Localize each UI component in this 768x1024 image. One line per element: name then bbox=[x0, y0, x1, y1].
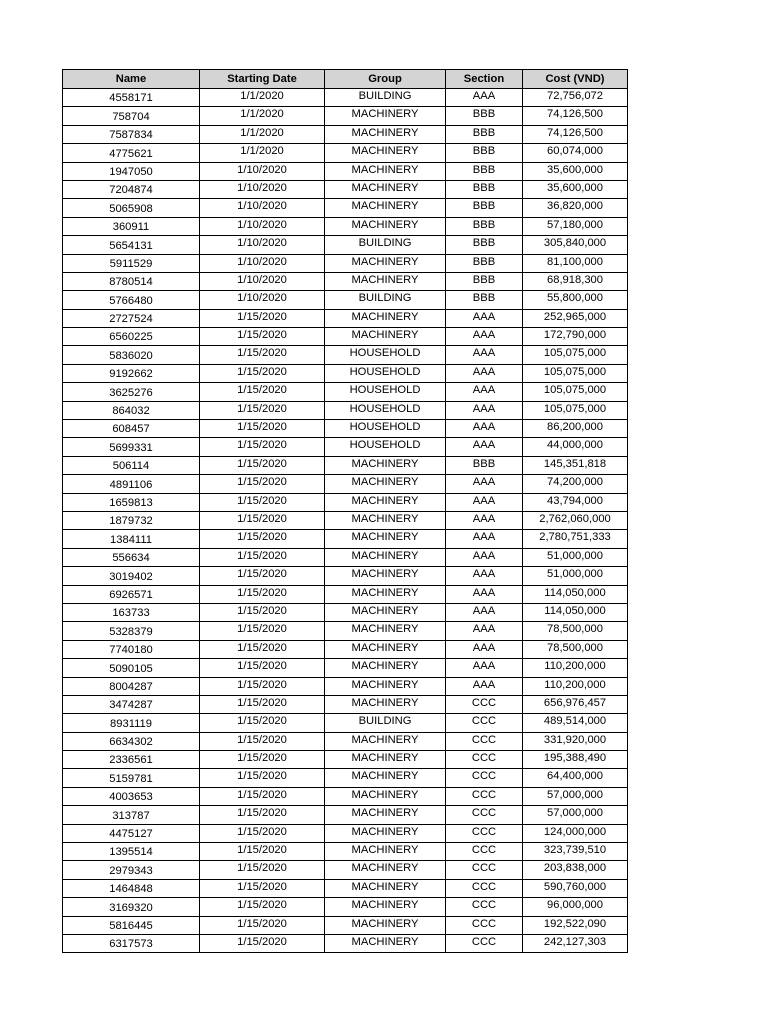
group-cell: BUILDING bbox=[325, 236, 446, 254]
group-cell: MACHINERY bbox=[325, 879, 446, 897]
section-cell: AAA bbox=[446, 309, 523, 327]
group-cell: HOUSEHOLD bbox=[325, 383, 446, 401]
cost-cell: 35,600,000 bbox=[523, 162, 628, 180]
name-cell: 7204874 bbox=[63, 180, 200, 198]
section-cell: BBB bbox=[446, 125, 523, 143]
cost-cell: 105,075,000 bbox=[523, 401, 628, 419]
section-cell: AAA bbox=[446, 530, 523, 548]
starting-date-cell: 1/15/2020 bbox=[200, 364, 325, 382]
name-cell: 4891106 bbox=[63, 475, 200, 493]
starting-date-cell: 1/10/2020 bbox=[200, 254, 325, 272]
cost-cell: 86,200,000 bbox=[523, 420, 628, 438]
cost-cell: 110,200,000 bbox=[523, 659, 628, 677]
section-cell: AAA bbox=[446, 346, 523, 364]
cost-cell: 57,000,000 bbox=[523, 806, 628, 824]
group-cell: MACHINERY bbox=[325, 898, 446, 916]
starting-date-cell: 1/1/2020 bbox=[200, 89, 325, 107]
section-cell: AAA bbox=[446, 328, 523, 346]
name-cell: 4003653 bbox=[63, 787, 200, 805]
table-row bbox=[63, 806, 628, 824]
cost-cell: 81,100,000 bbox=[523, 254, 628, 272]
table-row bbox=[63, 585, 628, 603]
table-row bbox=[63, 107, 628, 125]
name-cell: 5090105 bbox=[63, 659, 200, 677]
table-row bbox=[63, 567, 628, 585]
table-row bbox=[63, 751, 628, 769]
cost-cell: 74,126,500 bbox=[523, 107, 628, 125]
name-cell: 864032 bbox=[63, 401, 200, 419]
group-cell: MACHINERY bbox=[325, 328, 446, 346]
group-cell: MACHINERY bbox=[325, 180, 446, 198]
table-row bbox=[63, 843, 628, 861]
cost-cell: 35,600,000 bbox=[523, 180, 628, 198]
name-cell: 313787 bbox=[63, 806, 200, 824]
table-row bbox=[63, 346, 628, 364]
section-cell: AAA bbox=[446, 511, 523, 529]
name-cell: 4558171 bbox=[63, 89, 200, 107]
group-cell: MACHINERY bbox=[325, 695, 446, 713]
starting-date-cell: 1/10/2020 bbox=[200, 291, 325, 309]
starting-date-cell: 1/15/2020 bbox=[200, 511, 325, 529]
section-cell: AAA bbox=[446, 585, 523, 603]
starting-date-cell: 1/15/2020 bbox=[200, 383, 325, 401]
name-cell: 3169320 bbox=[63, 898, 200, 916]
table-row bbox=[63, 475, 628, 493]
cost-cell: 57,180,000 bbox=[523, 217, 628, 235]
group-cell: HOUSEHOLD bbox=[325, 364, 446, 382]
table-row bbox=[63, 934, 628, 952]
table-row bbox=[63, 401, 628, 419]
table-row bbox=[63, 328, 628, 346]
name-cell: 360911 bbox=[63, 217, 200, 235]
starting-date-cell: 1/15/2020 bbox=[200, 603, 325, 621]
section-cell: CCC bbox=[446, 861, 523, 879]
starting-date-cell: 1/15/2020 bbox=[200, 934, 325, 952]
name-cell: 556634 bbox=[63, 548, 200, 566]
group-cell: MACHINERY bbox=[325, 603, 446, 621]
name-cell: 5836020 bbox=[63, 346, 200, 364]
name-cell: 8931119 bbox=[63, 714, 200, 732]
table-row bbox=[63, 548, 628, 566]
cost-cell: 74,200,000 bbox=[523, 475, 628, 493]
table-row bbox=[63, 622, 628, 640]
section-cell: BBB bbox=[446, 180, 523, 198]
section-cell: BBB bbox=[446, 144, 523, 162]
section-cell: CCC bbox=[446, 806, 523, 824]
column-header-cost: Cost (VND) bbox=[523, 70, 628, 89]
table-row bbox=[63, 217, 628, 235]
section-cell: AAA bbox=[446, 438, 523, 456]
group-cell: MACHINERY bbox=[325, 916, 446, 934]
group-cell: MACHINERY bbox=[325, 530, 446, 548]
starting-date-cell: 1/15/2020 bbox=[200, 898, 325, 916]
cost-cell: 252,965,000 bbox=[523, 309, 628, 327]
starting-date-cell: 1/1/2020 bbox=[200, 125, 325, 143]
starting-date-cell: 1/15/2020 bbox=[200, 843, 325, 861]
table-body bbox=[63, 89, 628, 953]
starting-date-cell: 1/1/2020 bbox=[200, 107, 325, 125]
group-cell: MACHINERY bbox=[325, 125, 446, 143]
name-cell: 2979343 bbox=[63, 861, 200, 879]
cost-cell: 2,762,060,000 bbox=[523, 511, 628, 529]
name-cell: 5654131 bbox=[63, 236, 200, 254]
cost-cell: 105,075,000 bbox=[523, 346, 628, 364]
group-cell: HOUSEHOLD bbox=[325, 438, 446, 456]
table-row bbox=[63, 530, 628, 548]
starting-date-cell: 1/15/2020 bbox=[200, 861, 325, 879]
name-cell: 1395514 bbox=[63, 843, 200, 861]
cost-cell: 323,739,510 bbox=[523, 843, 628, 861]
name-cell: 608457 bbox=[63, 420, 200, 438]
starting-date-cell: 1/10/2020 bbox=[200, 217, 325, 235]
cost-cell: 36,820,000 bbox=[523, 199, 628, 217]
name-cell: 5159781 bbox=[63, 769, 200, 787]
section-cell: BBB bbox=[446, 217, 523, 235]
group-cell: MACHINERY bbox=[325, 493, 446, 511]
table-row bbox=[63, 879, 628, 897]
table-row bbox=[63, 493, 628, 511]
starting-date-cell: 1/15/2020 bbox=[200, 420, 325, 438]
name-cell: 5766480 bbox=[63, 291, 200, 309]
group-cell: BUILDING bbox=[325, 714, 446, 732]
cost-cell: 64,400,000 bbox=[523, 769, 628, 787]
starting-date-cell: 1/15/2020 bbox=[200, 640, 325, 658]
cost-cell: 43,794,000 bbox=[523, 493, 628, 511]
name-cell: 506114 bbox=[63, 456, 200, 474]
section-cell: AAA bbox=[446, 677, 523, 695]
starting-date-cell: 1/15/2020 bbox=[200, 530, 325, 548]
section-cell: CCC bbox=[446, 769, 523, 787]
cost-cell: 51,000,000 bbox=[523, 567, 628, 585]
group-cell: MACHINERY bbox=[325, 787, 446, 805]
starting-date-cell: 1/15/2020 bbox=[200, 475, 325, 493]
table-row bbox=[63, 787, 628, 805]
table-row bbox=[63, 383, 628, 401]
cost-cell: 110,200,000 bbox=[523, 677, 628, 695]
group-cell: MACHINERY bbox=[325, 456, 446, 474]
group-cell: MACHINERY bbox=[325, 272, 446, 290]
section-cell: AAA bbox=[446, 383, 523, 401]
group-cell: HOUSEHOLD bbox=[325, 346, 446, 364]
name-cell: 1384111 bbox=[63, 530, 200, 548]
table-row bbox=[63, 364, 628, 382]
section-cell: CCC bbox=[446, 843, 523, 861]
section-cell: CCC bbox=[446, 732, 523, 750]
name-cell: 1464848 bbox=[63, 879, 200, 897]
section-cell: AAA bbox=[446, 89, 523, 107]
group-cell: MACHINERY bbox=[325, 567, 446, 585]
group-cell: MACHINERY bbox=[325, 806, 446, 824]
section-cell: AAA bbox=[446, 603, 523, 621]
section-cell: BBB bbox=[446, 254, 523, 272]
group-cell: MACHINERY bbox=[325, 217, 446, 235]
starting-date-cell: 1/15/2020 bbox=[200, 346, 325, 364]
group-cell: BUILDING bbox=[325, 291, 446, 309]
column-header-section: Section bbox=[446, 70, 523, 89]
cost-cell: 51,000,000 bbox=[523, 548, 628, 566]
group-cell: MACHINERY bbox=[325, 309, 446, 327]
table-row bbox=[63, 180, 628, 198]
column-header-name: Name bbox=[63, 70, 200, 89]
cost-cell: 72,756,072 bbox=[523, 89, 628, 107]
table-row bbox=[63, 511, 628, 529]
section-cell: AAA bbox=[446, 622, 523, 640]
name-cell: 2336561 bbox=[63, 751, 200, 769]
cost-cell: 68,918,300 bbox=[523, 272, 628, 290]
cost-cell: 172,790,000 bbox=[523, 328, 628, 346]
starting-date-cell: 1/10/2020 bbox=[200, 162, 325, 180]
name-cell: 3474287 bbox=[63, 695, 200, 713]
group-cell: MACHINERY bbox=[325, 769, 446, 787]
name-cell: 3019402 bbox=[63, 567, 200, 585]
cost-cell: 57,000,000 bbox=[523, 787, 628, 805]
table-row bbox=[63, 769, 628, 787]
section-cell: CCC bbox=[446, 898, 523, 916]
starting-date-cell: 1/15/2020 bbox=[200, 916, 325, 934]
section-cell: BBB bbox=[446, 107, 523, 125]
table-row bbox=[63, 89, 628, 107]
name-cell: 5816445 bbox=[63, 916, 200, 934]
starting-date-cell: 1/15/2020 bbox=[200, 567, 325, 585]
name-cell: 8780514 bbox=[63, 272, 200, 290]
starting-date-cell: 1/15/2020 bbox=[200, 806, 325, 824]
section-cell: CCC bbox=[446, 824, 523, 842]
name-cell: 8004287 bbox=[63, 677, 200, 695]
name-cell: 4475127 bbox=[63, 824, 200, 842]
section-cell: BBB bbox=[446, 236, 523, 254]
section-cell: CCC bbox=[446, 714, 523, 732]
name-cell: 5911529 bbox=[63, 254, 200, 272]
starting-date-cell: 1/15/2020 bbox=[200, 401, 325, 419]
section-cell: BBB bbox=[446, 162, 523, 180]
section-cell: AAA bbox=[446, 659, 523, 677]
table-row bbox=[63, 659, 628, 677]
cost-cell: 489,514,000 bbox=[523, 714, 628, 732]
cost-cell: 55,800,000 bbox=[523, 291, 628, 309]
section-cell: BBB bbox=[446, 456, 523, 474]
starting-date-cell: 1/15/2020 bbox=[200, 456, 325, 474]
name-cell: 163733 bbox=[63, 603, 200, 621]
group-cell: MACHINERY bbox=[325, 934, 446, 952]
name-cell: 4775621 bbox=[63, 144, 200, 162]
table-header bbox=[63, 70, 628, 89]
group-cell: MACHINERY bbox=[325, 254, 446, 272]
name-cell: 6317573 bbox=[63, 934, 200, 952]
cost-cell: 203,838,000 bbox=[523, 861, 628, 879]
cost-cell: 192,522,090 bbox=[523, 916, 628, 934]
table-row bbox=[63, 861, 628, 879]
table-row bbox=[63, 714, 628, 732]
table-row bbox=[63, 456, 628, 474]
section-cell: CCC bbox=[446, 879, 523, 897]
table-row bbox=[63, 162, 628, 180]
name-cell: 5328379 bbox=[63, 622, 200, 640]
starting-date-cell: 1/15/2020 bbox=[200, 659, 325, 677]
group-cell: HOUSEHOLD bbox=[325, 401, 446, 419]
cost-cell: 124,000,000 bbox=[523, 824, 628, 842]
section-cell: AAA bbox=[446, 548, 523, 566]
cost-cell: 331,920,000 bbox=[523, 732, 628, 750]
name-cell: 1659813 bbox=[63, 493, 200, 511]
cost-cell: 60,074,000 bbox=[523, 144, 628, 162]
section-cell: CCC bbox=[446, 787, 523, 805]
cost-cell: 114,050,000 bbox=[523, 603, 628, 621]
starting-date-cell: 1/15/2020 bbox=[200, 732, 325, 750]
table-row bbox=[63, 125, 628, 143]
name-cell: 2727524 bbox=[63, 309, 200, 327]
name-cell: 5065908 bbox=[63, 199, 200, 217]
section-cell: AAA bbox=[446, 364, 523, 382]
group-cell: MACHINERY bbox=[325, 548, 446, 566]
cost-cell: 105,075,000 bbox=[523, 364, 628, 382]
table-row bbox=[63, 695, 628, 713]
group-cell: MACHINERY bbox=[325, 511, 446, 529]
cost-cell: 195,388,490 bbox=[523, 751, 628, 769]
section-cell: AAA bbox=[446, 420, 523, 438]
starting-date-cell: 1/15/2020 bbox=[200, 438, 325, 456]
cost-cell: 44,000,000 bbox=[523, 438, 628, 456]
name-cell: 6926571 bbox=[63, 585, 200, 603]
column-header-group: Group bbox=[325, 70, 446, 89]
name-cell: 1947050 bbox=[63, 162, 200, 180]
group-cell: MACHINERY bbox=[325, 162, 446, 180]
cost-cell: 590,760,000 bbox=[523, 879, 628, 897]
starting-date-cell: 1/15/2020 bbox=[200, 824, 325, 842]
group-cell: MACHINERY bbox=[325, 659, 446, 677]
header-row bbox=[63, 70, 628, 89]
cost-cell: 656,976,457 bbox=[523, 695, 628, 713]
table-row bbox=[63, 824, 628, 842]
starting-date-cell: 1/15/2020 bbox=[200, 695, 325, 713]
name-cell: 7740180 bbox=[63, 640, 200, 658]
section-cell: BBB bbox=[446, 272, 523, 290]
group-cell: MACHINERY bbox=[325, 677, 446, 695]
table-row bbox=[63, 272, 628, 290]
group-cell: MACHINERY bbox=[325, 640, 446, 658]
section-cell: CCC bbox=[446, 695, 523, 713]
table-row bbox=[63, 438, 628, 456]
cost-cell: 78,500,000 bbox=[523, 640, 628, 658]
starting-date-cell: 1/15/2020 bbox=[200, 493, 325, 511]
group-cell: HOUSEHOLD bbox=[325, 420, 446, 438]
starting-date-cell: 1/10/2020 bbox=[200, 180, 325, 198]
name-cell: 6634302 bbox=[63, 732, 200, 750]
cost-cell: 242,127,303 bbox=[523, 934, 628, 952]
starting-date-cell: 1/10/2020 bbox=[200, 199, 325, 217]
cost-cell: 96,000,000 bbox=[523, 898, 628, 916]
group-cell: MACHINERY bbox=[325, 144, 446, 162]
table-row bbox=[63, 309, 628, 327]
name-cell: 9192662 bbox=[63, 364, 200, 382]
section-cell: BBB bbox=[446, 199, 523, 217]
group-cell: MACHINERY bbox=[325, 751, 446, 769]
cost-cell: 74,126,500 bbox=[523, 125, 628, 143]
section-cell: AAA bbox=[446, 401, 523, 419]
starting-date-cell: 1/15/2020 bbox=[200, 548, 325, 566]
group-cell: MACHINERY bbox=[325, 199, 446, 217]
section-cell: AAA bbox=[446, 567, 523, 585]
section-cell: CCC bbox=[446, 916, 523, 934]
starting-date-cell: 1/15/2020 bbox=[200, 769, 325, 787]
cost-cell: 114,050,000 bbox=[523, 585, 628, 603]
cost-cell: 78,500,000 bbox=[523, 622, 628, 640]
table-row bbox=[63, 603, 628, 621]
starting-date-cell: 1/15/2020 bbox=[200, 677, 325, 695]
group-cell: MACHINERY bbox=[325, 861, 446, 879]
table-row bbox=[63, 640, 628, 658]
table-row bbox=[63, 144, 628, 162]
table-row bbox=[63, 677, 628, 695]
name-cell: 3625276 bbox=[63, 383, 200, 401]
name-cell: 7587834 bbox=[63, 125, 200, 143]
starting-date-cell: 1/15/2020 bbox=[200, 714, 325, 732]
name-cell: 1879732 bbox=[63, 511, 200, 529]
starting-date-cell: 1/10/2020 bbox=[200, 272, 325, 290]
section-cell: BBB bbox=[446, 291, 523, 309]
table-row bbox=[63, 291, 628, 309]
section-cell: AAA bbox=[446, 475, 523, 493]
cost-cell: 105,075,000 bbox=[523, 383, 628, 401]
cost-cell: 2,780,751,333 bbox=[523, 530, 628, 548]
starting-date-cell: 1/15/2020 bbox=[200, 622, 325, 640]
name-cell: 758704 bbox=[63, 107, 200, 125]
table-row bbox=[63, 916, 628, 934]
starting-date-cell: 1/15/2020 bbox=[200, 585, 325, 603]
group-cell: MACHINERY bbox=[325, 107, 446, 125]
table-row bbox=[63, 254, 628, 272]
group-cell: MACHINERY bbox=[325, 824, 446, 842]
table-row bbox=[63, 420, 628, 438]
table-row bbox=[63, 236, 628, 254]
starting-date-cell: 1/15/2020 bbox=[200, 879, 325, 897]
section-cell: CCC bbox=[446, 751, 523, 769]
section-cell: CCC bbox=[446, 934, 523, 952]
name-cell: 6560225 bbox=[63, 328, 200, 346]
starting-date-cell: 1/10/2020 bbox=[200, 236, 325, 254]
group-cell: MACHINERY bbox=[325, 585, 446, 603]
group-cell: MACHINERY bbox=[325, 622, 446, 640]
cost-cell: 145,351,818 bbox=[523, 456, 628, 474]
starting-date-cell: 1/15/2020 bbox=[200, 309, 325, 327]
table-row bbox=[63, 898, 628, 916]
cost-cell: 305,840,000 bbox=[523, 236, 628, 254]
starting-date-cell: 1/15/2020 bbox=[200, 328, 325, 346]
table-row bbox=[63, 732, 628, 750]
section-cell: AAA bbox=[446, 493, 523, 511]
section-cell: AAA bbox=[446, 640, 523, 658]
starting-date-cell: 1/15/2020 bbox=[200, 751, 325, 769]
starting-date-cell: 1/15/2020 bbox=[200, 787, 325, 805]
asset-table bbox=[62, 69, 628, 953]
starting-date-cell: 1/1/2020 bbox=[200, 144, 325, 162]
group-cell: BUILDING bbox=[325, 89, 446, 107]
group-cell: MACHINERY bbox=[325, 475, 446, 493]
column-header-starting-date: Starting Date bbox=[200, 70, 325, 89]
table-row bbox=[63, 199, 628, 217]
name-cell: 5699331 bbox=[63, 438, 200, 456]
group-cell: MACHINERY bbox=[325, 843, 446, 861]
group-cell: MACHINERY bbox=[325, 732, 446, 750]
